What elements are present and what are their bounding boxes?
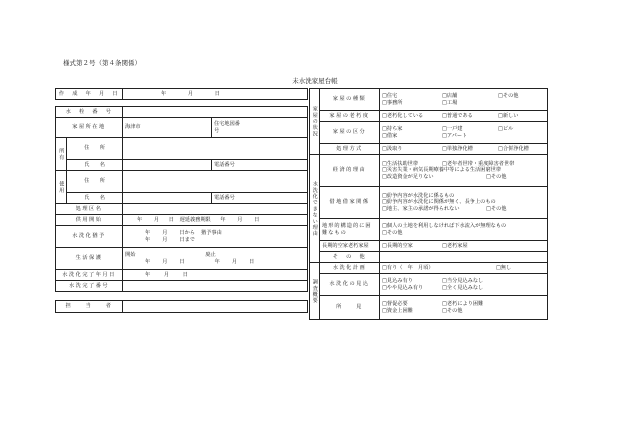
service-start-label: 供用開始 <box>56 215 123 226</box>
water-plug-field[interactable] <box>123 107 308 118</box>
land-lease-options[interactable]: □紛争内容が水洗化に係るもの □紛争内容が水洗化に関係が無く、長争上のもの □地主、家主の承諾が得られない □その他 <box>380 187 548 219</box>
survey-vertical-label: 調査概要 <box>310 263 320 320</box>
completion-date-label: 水洗化完了年月日 <box>56 270 123 281</box>
economic-options[interactable]: □生活扶助世帯 □老年者世帯・重度障害者世帯 □災害失業・病気長期療養中等による生活困窮世帯 □改造資金が足りない □その他 <box>380 155 548 187</box>
remarks-label: 所 見 <box>320 296 380 320</box>
land-lease-label: 借地借家関係 <box>320 187 380 219</box>
page-title: 未水洗家屋台帳 <box>292 77 338 85</box>
completion-date-field[interactable]: 年 月 日 <box>123 270 308 281</box>
left-register-table <box>55 88 308 313</box>
category-label: 家屋の区分 <box>320 122 380 144</box>
plan-options[interactable]: □有り（ 年 月頃） □無し <box>380 263 548 274</box>
owner-phone-cell[interactable]: 電話番号 <box>212 160 308 171</box>
prospect-options[interactable]: □見込み有り □当分見込みなし □やや見込み有り □全く見込みなし <box>380 274 548 296</box>
house-status-vertical-label: 家屋の状況 <box>310 89 320 155</box>
owner-vertical-label: 所有 <box>56 138 67 171</box>
house-type-options[interactable]: □住宅 □店舗 □その他 □事務所 □工場 <box>380 89 548 111</box>
category-options[interactable]: □持ち家 □一戸建 □ビル □借家 □アパート <box>380 122 548 144</box>
user-address-field[interactable] <box>123 171 308 193</box>
form-id: 様式第２号（第４条関係） <box>63 59 141 67</box>
user-name-field[interactable] <box>123 193 212 204</box>
postponement-label: 水洗化猶予 <box>56 226 123 248</box>
person-in-charge-field[interactable] <box>123 301 308 313</box>
treatment-zone-label: 処理区名 <box>56 204 123 215</box>
terrain-options[interactable]: □個人の土地を利用しなければ下水流入が無理なもの □その他 <box>380 219 548 241</box>
creation-date-field[interactable]: 年 月 日 <box>123 89 308 100</box>
location-field[interactable]: 海津市 <box>123 118 212 138</box>
treatment-zone-field[interactable] <box>123 204 308 215</box>
plan-label: 水洗化計画 <box>320 263 380 274</box>
terrain-label: 地形的構造的に困難なもの <box>320 219 380 241</box>
postponement-field[interactable]: 年 月 日から 猶予事由 年 月 日まで <box>123 226 308 248</box>
treatment-method-label: 処理方式 <box>320 144 380 155</box>
prospect-label: 水洗化の見込 <box>320 274 380 296</box>
location-label: 家屋所在地 <box>56 118 123 138</box>
user-phone-cell[interactable]: 電話番号 <box>212 193 308 204</box>
completion-no-label: 水洗完了番号 <box>56 281 123 292</box>
other-field[interactable] <box>380 252 548 263</box>
right-survey-table <box>309 88 548 320</box>
long-vacant-label: 長期的空家老朽家屋 <box>320 241 380 252</box>
house-age-label: 家屋の老朽度 <box>320 111 380 122</box>
livelihood-label: 生活保護 <box>56 248 123 270</box>
long-vacant-options[interactable]: □長期的空家 □老朽家屋 <box>380 241 548 252</box>
user-address-label: 住 所 <box>67 171 123 193</box>
user-vertical-label: 使用 <box>56 171 67 204</box>
owner-name-label: 氏 名 <box>67 160 123 171</box>
house-age-options[interactable]: □老朽化している □普通である □新しい <box>380 111 548 122</box>
owner-address-field[interactable] <box>123 138 308 160</box>
economic-label: 経済的理由 <box>320 155 380 187</box>
service-start-field[interactable]: 年 月 日 遅延義務期限 年 月 日 <box>123 215 308 226</box>
water-plug-label: 水 栓 番 号 <box>56 107 123 118</box>
other-label: そ の 他 <box>320 252 380 263</box>
house-type-label: 家屋の種類 <box>320 89 380 111</box>
owner-name-field[interactable] <box>123 160 212 171</box>
treatment-method-options[interactable]: □汲取り □単独浄化槽 □合併浄化槽 <box>380 144 548 155</box>
user-name-label: 氏 名 <box>67 193 123 204</box>
location-zone-cell[interactable]: 住宅地図番号 <box>212 118 308 138</box>
not-flushed-vertical-label: 水洗化できない理由 <box>310 155 320 263</box>
remarks-options[interactable]: □督促必要 □老朽により困難 □資金上困難 □その他 <box>380 296 548 320</box>
person-in-charge-label: 担 当 者 <box>56 301 123 313</box>
livelihood-field[interactable]: 開始 廃止 年 月 日 年 月 日 <box>123 248 308 270</box>
creation-date-label: 作 成 年 月 日 <box>56 89 123 100</box>
completion-no-field[interactable] <box>123 281 308 292</box>
owner-address-label: 住 所 <box>67 138 123 160</box>
